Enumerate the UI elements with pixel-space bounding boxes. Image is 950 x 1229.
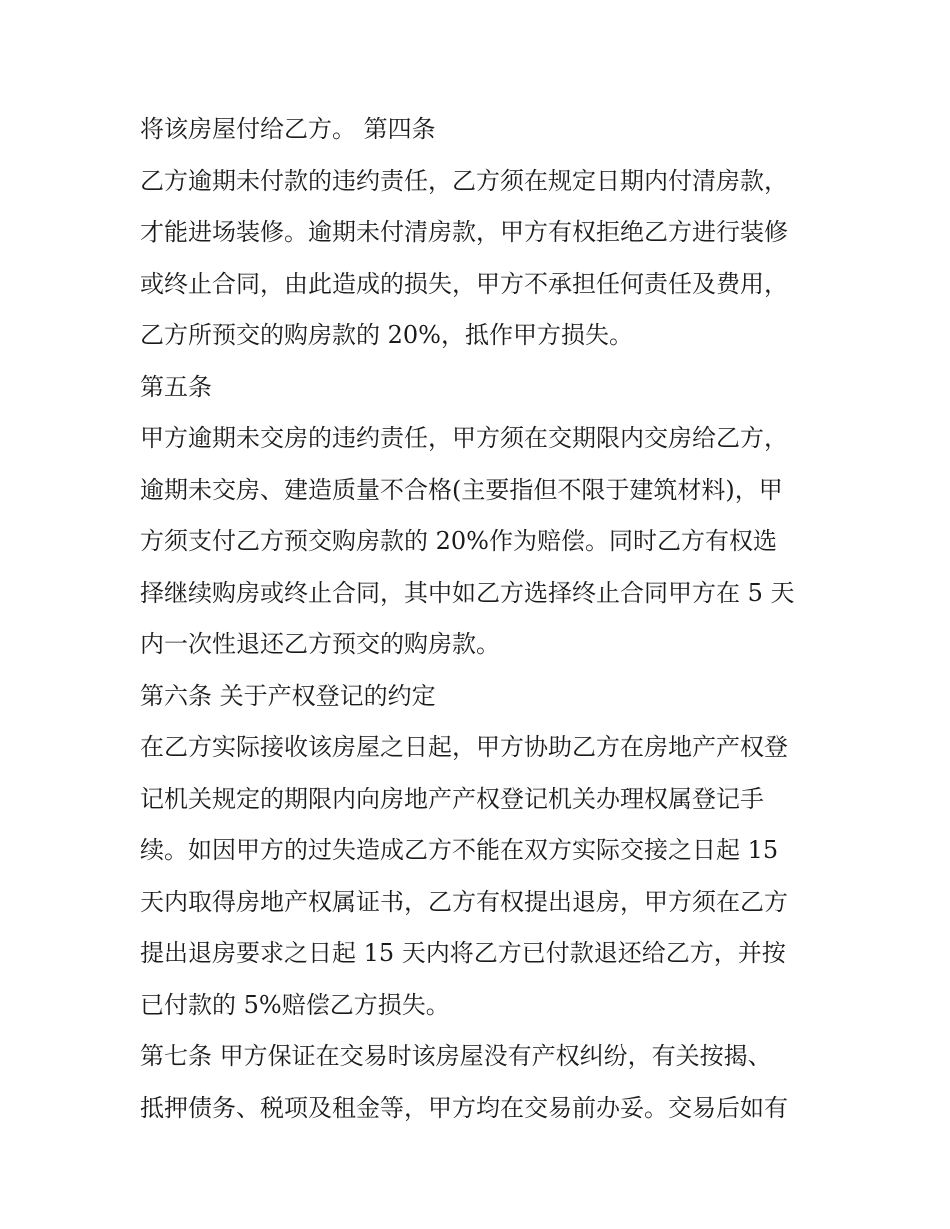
text-line: 在乙方实际接收该房屋之日起，甲方协助乙方在房地产产权登 [140, 733, 788, 761]
text-line: 抵押债务、税项及租金等，甲方均在交易前办妥。交易后如有 [140, 1093, 788, 1122]
text-line: 乙方所预交的购房款的 20%，抵作甲方损失。 [140, 321, 633, 349]
text-line: 甲方逾期未交房的违约责任，甲方须在交期限内交房给乙方， [140, 424, 788, 452]
text-line: 才能进场装修。逾期未付清房款，甲方有权拒绝乙方进行装修 [140, 218, 788, 246]
text-line: 乙方逾期未付款的违约责任，乙方须在规定日期内付清房款， [140, 166, 788, 195]
text-line: 或终止合同，由此造成的损失，甲方不承担任何责任及费用， [140, 269, 788, 298]
text-line: 记机关规定的期限内向房地产产权登记机关办理权属登记手 [140, 784, 764, 813]
text-line: 方须支付乙方预交购房款的 20%作为赔偿。同时乙方有权选 [140, 527, 777, 555]
text-line: 逾期未交房、建造质量不合格(主要指但不限于建筑材料)，甲 [140, 475, 783, 504]
text-line: 将该房屋付给乙方。 第四条 [140, 115, 436, 143]
section-heading: 第五条 [140, 372, 212, 401]
text-line: 已付款的 5%赔偿乙方损失。 [140, 990, 450, 1019]
section-heading: 第六条 关于产权登记的约定 [140, 681, 436, 710]
document-body [140, 108, 820, 1138]
text-line: 内一次性退还乙方预交的购房款。 [140, 630, 500, 658]
text-line: 提出退房要求之日起 15 天内将乙方已付款退还给乙方，并按 [140, 939, 786, 967]
text-line: 第七条 甲方保证在交易时该房屋没有产权纠纷，有关按揭、 [140, 1042, 772, 1070]
text-line: 天内取得房地产权属证书，乙方有权提出退房，甲方须在乙方 [140, 887, 788, 916]
text-line: 择继续购房或终止合同，其中如乙方选择终止合同甲方在 5 天 [140, 578, 795, 607]
text-line: 续。如因甲方的过失造成乙方不能在双方实际交接之日起 15 [140, 836, 779, 864]
